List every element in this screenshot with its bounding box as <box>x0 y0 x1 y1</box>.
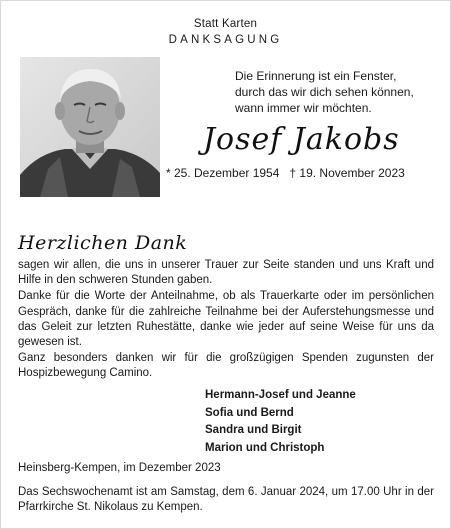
quote-line: Die Erinnerung ist ein Fenster, <box>235 69 397 83</box>
thanks-paragraph: Ganz besonders danken wir für die großzügigen Spenden zugunsten der Hospizbewegung Camino. <box>18 352 434 380</box>
quote-line: wann immer wir möchten. <box>235 101 372 115</box>
thanks-paragraph: Danke für die Worte der Anteilnahme, ob als Trauerkarte oder im persönlichen Gespräch, danke für die zahlreiche Teilnahme bei der Auferstehungsmesse und das Geleit zur letzten Ruhestätte, danke wie jeder auf seine Weise für uns da gewesen ist. <box>18 290 434 349</box>
memorial-quote <box>235 68 445 116</box>
header-title: DANKSAGUNG <box>168 34 283 46</box>
portrait-image <box>20 57 160 197</box>
quote-line: durch das wir dich sehen können, <box>235 85 414 99</box>
thanks-heading: Herzlichen Dank <box>18 232 188 254</box>
death-date: † 19. November 2023 <box>289 166 405 180</box>
place-date: Heinsberg-Kempen, im Dezember 2023 <box>18 462 221 474</box>
signer: Hermann-Josef und Jeanne <box>205 389 356 401</box>
birth-date: * 25. Dezember 1954 <box>166 166 280 180</box>
signer: Sandra und Birgit <box>205 424 302 436</box>
thanks-paragraph: sagen wir allen, die uns in unserer Trauer zur Seite standen und uns Kraft und Hilfe in den schweren Stunden gaben. <box>18 259 434 287</box>
life-dates <box>166 166 446 180</box>
signer: Sofia und Bernd <box>205 406 294 419</box>
header-pretitle: Statt Karten <box>193 18 258 30</box>
deceased-name: Josef Jakobs <box>203 122 400 157</box>
mass-notice: Das Sechswochenamt ist am Samstag, dem 6. Januar 2024, um 17.00 Uhr in der Pfarrkirche St. Nikolaus zu Kempen. <box>18 486 434 513</box>
signer: Marion und Christoph <box>205 441 325 454</box>
portrait-photo <box>20 57 160 197</box>
signers-list <box>205 387 435 457</box>
thanks-body <box>18 258 434 382</box>
